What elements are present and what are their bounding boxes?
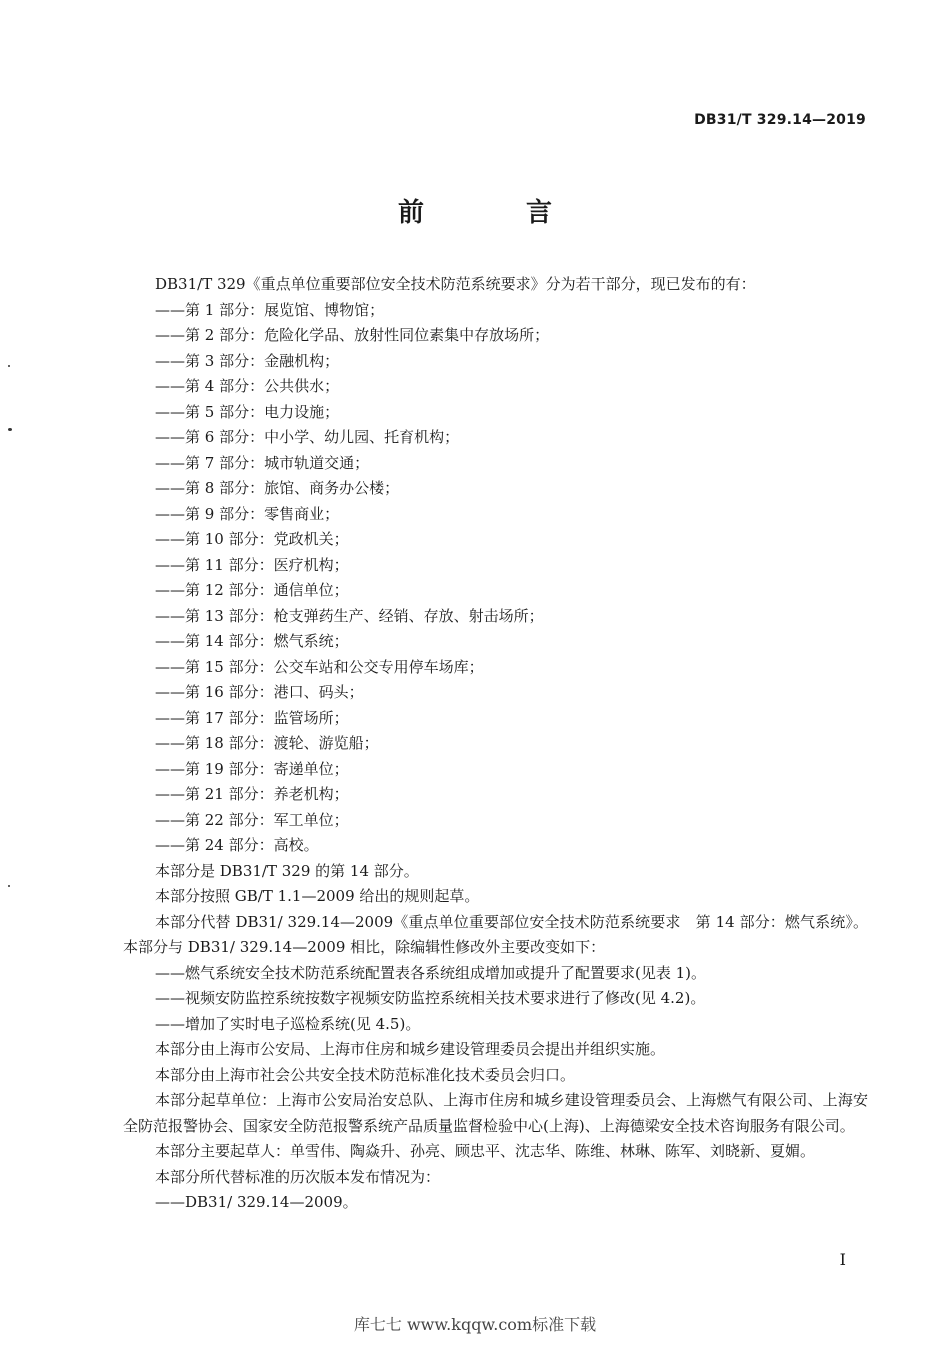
list-item: ——第 14 部分：燃气系统；	[155, 632, 349, 650]
scan-speck	[8, 428, 12, 431]
scan-speck	[8, 365, 10, 367]
list-item: ——第 5 部分：电力设施；	[155, 402, 340, 421]
list-item: ——第 16 部分：港口、码头；	[155, 683, 364, 701]
list-item: ——第 13 部分：枪支弹药生产、经销、存放、射击场所；	[155, 606, 544, 625]
drafting-units-paragraph: 本部分起草单位：上海市公安局治安总队、上海市住房和城乡建设管理委员会、上海燃气有限公司、上海安全防范报警协会、国家安全防范报警系统产品质量监督检验中心(上海)、上海德梁安全技术咨询服务有限公司。	[123, 1091, 868, 1135]
list-item: ——第 19 部分：寄递单位；	[155, 759, 349, 778]
list-item: ——第 9 部分：零售商业；	[155, 504, 340, 523]
list-item: ——第 18 部分：渡轮、游览船；	[155, 734, 379, 752]
list-item: ——第 24 部分：高校。	[155, 836, 319, 854]
part-of-paragraph: 本部分是 DB31/T 329 的第 14 部分。	[155, 861, 419, 880]
standard-code: DB31/T 329.14—2019	[694, 112, 866, 128]
list-item: ——第 8 部分：旅馆、商务办公楼；	[155, 479, 400, 497]
parts-list	[123, 298, 868, 859]
list-item: ——视频安防监控系统按数字视频安防监控系统相关技术要求进行了修改(见 4.2)。	[155, 989, 706, 1007]
list-item: ——第 7 部分：城市轨道交通；	[155, 453, 370, 472]
scan-speck	[8, 885, 10, 887]
list-item: ——第 2 部分：危险化学品、放射性同位素集中存放场所；	[155, 326, 550, 344]
replaces-paragraph: 本部分代替 DB31/ 329.14—2009《重点单位重要部位安全技术防范系统要求 第 14 部分：燃气系统》。本部分与 DB31/ 329.14—2009 相比，除编辑性修改外主要改变如下：	[123, 912, 868, 956]
changes-list	[123, 961, 868, 1038]
list-item: ——DB31/ 329.14—2009。	[155, 1193, 358, 1211]
list-item: ——第 12 部分：通信单位；	[155, 581, 349, 599]
list-item: ——第 1 部分：展览馆、博物馆；	[155, 300, 385, 319]
list-item: ——第 15 部分：公交车站和公交专用停车场库；	[155, 657, 484, 676]
list-item: ——第 4 部分：公共供水；	[155, 377, 340, 395]
list-item: ——第 22 部分：军工单位；	[155, 810, 349, 829]
drafters-paragraph: 本部分主要起草人：单雪伟、陶焱升、孙亮、顾忠平、沈志华、陈维、林琳、陈军、刘晓新、夏媚。	[155, 1142, 816, 1160]
list-item: ——增加了实时电子巡检系统(见 4.5)。	[155, 1014, 421, 1033]
history-title-paragraph: 本部分所代替标准的历次版本发布情况为：	[155, 1167, 441, 1186]
list-item: ——第 17 部分：监管场所；	[155, 708, 349, 727]
list-item: ——第 3 部分：金融机构；	[155, 351, 340, 370]
footer-watermark: 库七七 www.kqqw.com标准下载	[353, 1315, 597, 1334]
history-list	[123, 1190, 868, 1216]
centralized-by-paragraph: 本部分由上海市社会公共安全技术防范标准化技术委员会归口。	[155, 1065, 576, 1084]
page-number: I	[839, 1250, 846, 1269]
list-item: ——第 6 部分：中小学、幼儿园、托育机构；	[155, 428, 460, 446]
list-item: ——第 11 部分：医疗机构；	[155, 555, 349, 574]
page-title: 前 言	[397, 198, 590, 228]
proposed-by-paragraph: 本部分由上海市公安局、上海市住房和城乡建设管理委员会提出并组织实施。	[155, 1040, 666, 1058]
list-item: ——第 10 部分：党政机关；	[155, 530, 349, 548]
intro-paragraph: DB31/T 329《重点单位重要部位安全技术防范系统要求》分为若干部分，现已发布的有：	[155, 275, 756, 293]
foreword-body	[123, 272, 868, 1216]
list-item: ——第 21 部分：养老机构；	[155, 785, 349, 803]
drafting-rules-paragraph: 本部分按照 GB/T 1.1—2009 给出的规则起草。	[155, 887, 480, 905]
list-item: ——燃气系统安全技术防范系统配置表各系统组成增加或提升了配置要求(见表 1)。	[155, 963, 707, 982]
